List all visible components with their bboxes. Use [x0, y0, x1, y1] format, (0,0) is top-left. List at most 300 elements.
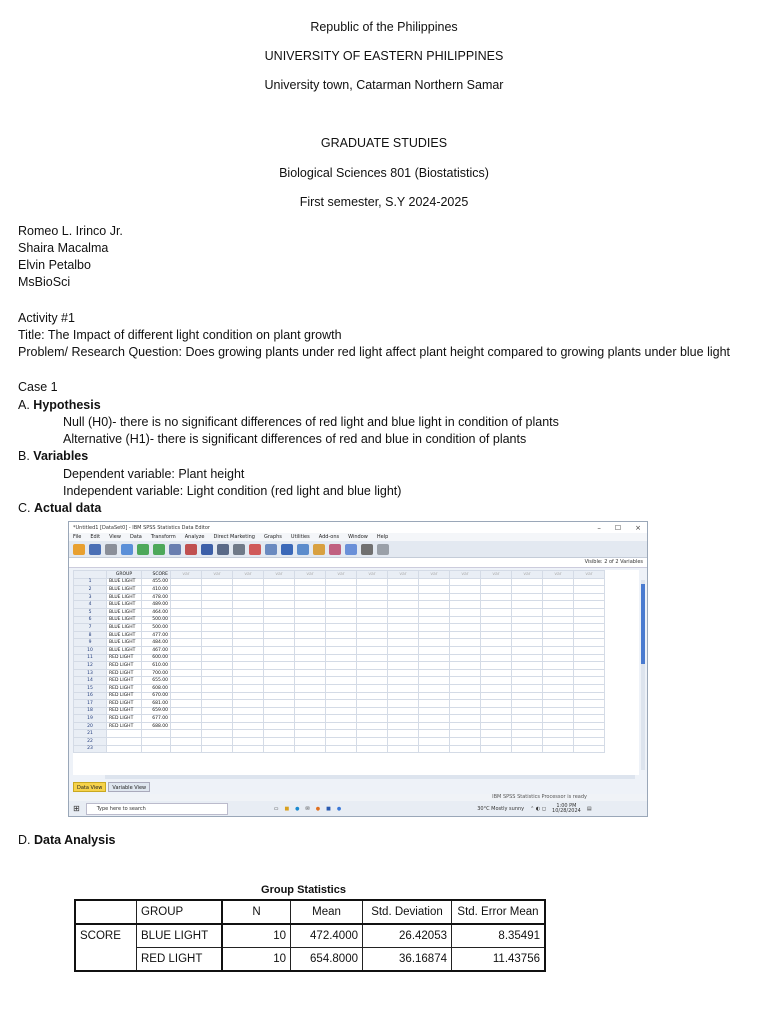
cell-empty[interactable] [264, 631, 295, 639]
row-number[interactable]: 21 [74, 730, 107, 738]
menu-help[interactable]: Help [376, 534, 389, 540]
cell-empty[interactable] [264, 684, 295, 692]
row-number[interactable]: 13 [74, 669, 107, 677]
row-number[interactable]: 20 [74, 722, 107, 730]
cell-group[interactable]: BLUE LIGHT [107, 586, 142, 594]
cell-empty[interactable] [543, 677, 574, 685]
cell-empty[interactable] [419, 624, 450, 632]
cell-empty[interactable] [543, 662, 574, 670]
cell-empty[interactable] [233, 662, 264, 670]
cell-empty[interactable] [419, 654, 450, 662]
cell-empty[interactable] [450, 608, 481, 616]
cell-empty[interactable] [419, 631, 450, 639]
cell-empty[interactable] [264, 601, 295, 609]
cell-empty[interactable] [388, 624, 419, 632]
cell-group[interactable]: RED LIGHT [107, 677, 142, 685]
cell-empty[interactable] [574, 684, 605, 692]
cell-score[interactable]: 610.00 [142, 662, 171, 670]
select-cases-icon[interactable] [313, 544, 325, 555]
cell-score[interactable]: 455.00 [142, 578, 171, 586]
cell-empty[interactable] [233, 646, 264, 654]
cell-score[interactable]: 467.00 [142, 646, 171, 654]
cell-empty[interactable] [388, 639, 419, 647]
tab-variable-view[interactable]: Variable View [108, 782, 150, 792]
cell-empty[interactable] [388, 578, 419, 586]
cell-empty[interactable] [543, 669, 574, 677]
cell-empty[interactable] [543, 745, 574, 753]
cell-empty[interactable] [450, 738, 481, 746]
cell-empty[interactable] [574, 616, 605, 624]
cell-group[interactable]: BLUE LIGHT [107, 601, 142, 609]
cell-empty[interactable] [388, 707, 419, 715]
cell-empty[interactable] [326, 631, 357, 639]
cell-empty[interactable] [295, 593, 326, 601]
cell-empty[interactable] [202, 624, 233, 632]
cell-empty[interactable] [450, 684, 481, 692]
cell-group[interactable]: RED LIGHT [107, 654, 142, 662]
cell-empty[interactable] [357, 593, 388, 601]
tab-data-view[interactable]: Data View [73, 782, 106, 792]
cell-empty[interactable] [450, 639, 481, 647]
cell-empty[interactable] [388, 730, 419, 738]
row-number[interactable]: 5 [74, 608, 107, 616]
cell-empty[interactable] [450, 715, 481, 723]
file-explorer-icon[interactable]: ■ [284, 805, 290, 812]
cell-empty[interactable] [574, 677, 605, 685]
cell-empty[interactable] [388, 722, 419, 730]
cell-empty[interactable] [388, 593, 419, 601]
windows-start-icon[interactable]: ⊞ [73, 804, 80, 813]
cell-empty[interactable] [512, 624, 543, 632]
cell-empty[interactable] [388, 684, 419, 692]
row-number[interactable]: 11 [74, 654, 107, 662]
cell-empty[interactable] [295, 616, 326, 624]
cell-empty[interactable] [481, 722, 512, 730]
column-header-var[interactable]: var [295, 571, 326, 579]
cell-empty[interactable] [419, 684, 450, 692]
cell-empty[interactable] [419, 692, 450, 700]
cell-empty[interactable] [419, 707, 450, 715]
cell-empty[interactable] [388, 601, 419, 609]
cell-empty[interactable] [481, 578, 512, 586]
cell-empty[interactable] [264, 730, 295, 738]
menu-direct-marketing[interactable]: Direct Marketing [213, 534, 255, 540]
cell-empty[interactable] [171, 692, 202, 700]
cell-empty[interactable] [171, 624, 202, 632]
cell-empty[interactable] [233, 624, 264, 632]
minimize-icon[interactable]: – [597, 523, 601, 532]
column-header-var[interactable]: var [574, 571, 605, 579]
cell-empty[interactable] [481, 700, 512, 708]
cell-empty[interactable] [512, 608, 543, 616]
cell-empty[interactable] [171, 654, 202, 662]
cell-empty[interactable] [512, 593, 543, 601]
cell-empty[interactable] [574, 692, 605, 700]
cell-empty[interactable] [419, 639, 450, 647]
cell-empty[interactable] [233, 593, 264, 601]
cell-empty[interactable] [357, 654, 388, 662]
menu-utilities[interactable]: Utilities [290, 534, 310, 540]
cell-empty[interactable] [202, 616, 233, 624]
notifications-icon[interactable]: ▤ [586, 805, 592, 812]
cell-empty[interactable] [326, 586, 357, 594]
cell-empty[interactable] [171, 700, 202, 708]
goto-variable-icon[interactable] [185, 544, 197, 555]
menu-add-ons[interactable]: Add-ons [318, 534, 340, 540]
cell-empty[interactable] [543, 730, 574, 738]
cell-empty[interactable] [233, 700, 264, 708]
cell-empty[interactable] [450, 692, 481, 700]
cell-empty[interactable] [233, 578, 264, 586]
cell-empty[interactable] [574, 738, 605, 746]
cell-empty[interactable] [233, 684, 264, 692]
cell-empty[interactable] [574, 662, 605, 670]
cell-empty[interactable] [512, 578, 543, 586]
cell-empty[interactable] [202, 677, 233, 685]
cell-empty[interactable] [326, 616, 357, 624]
cell-empty[interactable] [295, 745, 326, 753]
column-header-var[interactable]: var [419, 571, 450, 579]
weight-cases-icon[interactable] [297, 544, 309, 555]
cell-group[interactable]: RED LIGHT [107, 722, 142, 730]
cell-empty[interactable] [357, 662, 388, 670]
cell-empty[interactable] [450, 654, 481, 662]
horizontal-scrollbar[interactable] [105, 775, 635, 779]
insert-variable-icon[interactable] [265, 544, 277, 555]
column-header-var[interactable]: var [202, 571, 233, 579]
cell-empty[interactable] [357, 745, 388, 753]
cell-score[interactable] [142, 745, 171, 753]
cell-empty[interactable] [202, 738, 233, 746]
cell-empty[interactable] [574, 624, 605, 632]
cell-empty[interactable] [512, 646, 543, 654]
menu-view[interactable]: View [109, 534, 121, 540]
cell-empty[interactable] [357, 715, 388, 723]
cell-empty[interactable] [512, 586, 543, 594]
cell-empty[interactable] [574, 639, 605, 647]
cell-empty[interactable] [202, 669, 233, 677]
cell-empty[interactable] [419, 608, 450, 616]
cell-empty[interactable] [512, 669, 543, 677]
row-number[interactable]: 16 [74, 692, 107, 700]
cell-empty[interactable] [419, 578, 450, 586]
row-number[interactable]: 9 [74, 639, 107, 647]
cell-empty[interactable] [481, 684, 512, 692]
cell-empty[interactable] [388, 662, 419, 670]
cell-empty[interactable] [574, 669, 605, 677]
cell-empty[interactable] [171, 677, 202, 685]
cell-empty[interactable] [202, 578, 233, 586]
cell-empty[interactable] [326, 700, 357, 708]
cell-empty[interactable] [481, 601, 512, 609]
open-folder-icon[interactable] [73, 544, 85, 555]
cell-empty[interactable] [233, 677, 264, 685]
save-icon[interactable] [89, 544, 101, 555]
cell-empty[interactable] [233, 601, 264, 609]
cell-empty[interactable] [543, 593, 574, 601]
cell-empty[interactable] [171, 715, 202, 723]
cell-empty[interactable] [512, 707, 543, 715]
cell-group[interactable]: BLUE LIGHT [107, 578, 142, 586]
cell-empty[interactable] [543, 608, 574, 616]
cell-empty[interactable] [543, 578, 574, 586]
menu-window[interactable]: Window [348, 534, 368, 540]
menu-transform[interactable]: Transform [150, 534, 176, 540]
cell-empty[interactable] [202, 745, 233, 753]
insert-cases-icon[interactable] [249, 544, 261, 555]
row-number[interactable]: 17 [74, 700, 107, 708]
cell-empty[interactable] [481, 654, 512, 662]
cell-empty[interactable] [450, 730, 481, 738]
cell-empty[interactable] [326, 722, 357, 730]
cell-empty[interactable] [481, 616, 512, 624]
cell-empty[interactable] [481, 624, 512, 632]
cell-empty[interactable] [419, 616, 450, 624]
cell-empty[interactable] [233, 715, 264, 723]
cell-empty[interactable] [419, 662, 450, 670]
system-tray-icons[interactable]: ⌃ ◐ ◻ [530, 805, 547, 812]
cell-empty[interactable] [326, 715, 357, 723]
column-header-var[interactable]: var [450, 571, 481, 579]
cell-empty[interactable] [295, 578, 326, 586]
cell-empty[interactable] [450, 745, 481, 753]
cell-empty[interactable] [388, 631, 419, 639]
cell-empty[interactable] [543, 684, 574, 692]
cell-empty[interactable] [326, 677, 357, 685]
cell-empty[interactable] [357, 601, 388, 609]
cell-empty[interactable] [326, 684, 357, 692]
cell-empty[interactable] [419, 715, 450, 723]
cell-empty[interactable] [171, 608, 202, 616]
cell-empty[interactable] [574, 745, 605, 753]
cell-empty[interactable] [481, 692, 512, 700]
cell-empty[interactable] [233, 586, 264, 594]
print-icon[interactable] [105, 544, 117, 555]
cell-empty[interactable] [419, 722, 450, 730]
cell-group[interactable]: RED LIGHT [107, 700, 142, 708]
cell-score[interactable]: 677.00 [142, 715, 171, 723]
undo-icon[interactable] [137, 544, 149, 555]
cell-empty[interactable] [512, 601, 543, 609]
cell-empty[interactable] [357, 578, 388, 586]
cell-empty[interactable] [295, 684, 326, 692]
cell-empty[interactable] [326, 601, 357, 609]
cell-empty[interactable] [388, 669, 419, 677]
cell-score[interactable]: 688.00 [142, 722, 171, 730]
cell-empty[interactable] [512, 722, 543, 730]
column-header-var[interactable]: var [326, 571, 357, 579]
cell-empty[interactable] [388, 692, 419, 700]
row-number[interactable]: 18 [74, 707, 107, 715]
cell-empty[interactable] [233, 692, 264, 700]
cell-empty[interactable] [450, 631, 481, 639]
cell-empty[interactable] [481, 707, 512, 715]
cell-empty[interactable] [512, 616, 543, 624]
cell-empty[interactable] [233, 639, 264, 647]
cell-score[interactable]: 464.00 [142, 608, 171, 616]
task-view-icon[interactable]: ▭ [273, 805, 279, 812]
cell-empty[interactable] [326, 624, 357, 632]
cell-empty[interactable] [295, 722, 326, 730]
cell-empty[interactable] [481, 677, 512, 685]
cell-empty[interactable] [357, 684, 388, 692]
row-number[interactable]: 6 [74, 616, 107, 624]
cell-empty[interactable] [543, 654, 574, 662]
cell-empty[interactable] [171, 586, 202, 594]
cell-empty[interactable] [202, 639, 233, 647]
cell-empty[interactable] [512, 654, 543, 662]
cell-empty[interactable] [450, 646, 481, 654]
cell-empty[interactable] [357, 586, 388, 594]
cell-group[interactable]: BLUE LIGHT [107, 646, 142, 654]
cell-empty[interactable] [202, 722, 233, 730]
cell-empty[interactable] [388, 616, 419, 624]
cell-empty[interactable] [233, 730, 264, 738]
cell-score[interactable]: 608.00 [142, 684, 171, 692]
chrome-icon[interactable]: ● [336, 805, 342, 812]
cell-group[interactable]: RED LIGHT [107, 684, 142, 692]
cell-empty[interactable] [512, 684, 543, 692]
cell-score[interactable]: 659.00 [142, 707, 171, 715]
cell-empty[interactable] [202, 646, 233, 654]
spss-app-icon[interactable]: ■ [326, 805, 331, 812]
cell-empty[interactable] [574, 646, 605, 654]
cell-empty[interactable] [388, 608, 419, 616]
cell-group[interactable]: RED LIGHT [107, 707, 142, 715]
cell-empty[interactable] [264, 662, 295, 670]
cell-score[interactable]: 484.00 [142, 639, 171, 647]
cell-empty[interactable] [388, 715, 419, 723]
cell-empty[interactable] [512, 745, 543, 753]
cell-empty[interactable] [264, 692, 295, 700]
cell-empty[interactable] [481, 593, 512, 601]
cell-empty[interactable] [388, 738, 419, 746]
cell-empty[interactable] [512, 715, 543, 723]
cell-group[interactable]: RED LIGHT [107, 662, 142, 670]
cell-empty[interactable] [450, 601, 481, 609]
cell-group[interactable]: RED LIGHT [107, 692, 142, 700]
cell-empty[interactable] [233, 616, 264, 624]
cell-empty[interactable] [357, 692, 388, 700]
cell-empty[interactable] [326, 745, 357, 753]
cell-empty[interactable] [171, 631, 202, 639]
cell-empty[interactable] [388, 745, 419, 753]
cell-empty[interactable] [450, 616, 481, 624]
cell-group[interactable]: RED LIGHT [107, 715, 142, 723]
value-labels-icon[interactable] [329, 544, 341, 555]
cell-empty[interactable] [388, 700, 419, 708]
cell-group[interactable]: BLUE LIGHT [107, 631, 142, 639]
row-number[interactable]: 1 [74, 578, 107, 586]
cell-empty[interactable] [450, 677, 481, 685]
cell-empty[interactable] [295, 631, 326, 639]
cell-empty[interactable] [388, 654, 419, 662]
cell-empty[interactable] [202, 662, 233, 670]
goto-case-icon[interactable] [169, 544, 181, 555]
cell-empty[interactable] [171, 684, 202, 692]
cell-empty[interactable] [202, 608, 233, 616]
cell-empty[interactable] [574, 700, 605, 708]
cell-empty[interactable] [543, 722, 574, 730]
cell-empty[interactable] [264, 669, 295, 677]
maximize-icon[interactable]: ☐ [614, 523, 622, 532]
cell-empty[interactable] [264, 639, 295, 647]
row-number[interactable]: 2 [74, 586, 107, 594]
cell-empty[interactable] [450, 707, 481, 715]
cell-empty[interactable] [233, 738, 264, 746]
menu-graphs[interactable]: Graphs [263, 534, 282, 540]
cell-empty[interactable] [543, 639, 574, 647]
cell-empty[interactable] [419, 586, 450, 594]
cell-empty[interactable] [543, 624, 574, 632]
cell-group[interactable]: BLUE LIGHT [107, 624, 142, 632]
cell-empty[interactable] [264, 586, 295, 594]
cell-empty[interactable] [295, 730, 326, 738]
cell-empty[interactable] [574, 601, 605, 609]
cell-empty[interactable] [512, 677, 543, 685]
cell-empty[interactable] [450, 624, 481, 632]
cell-group[interactable]: BLUE LIGHT [107, 639, 142, 647]
cell-score[interactable]: 681.00 [142, 700, 171, 708]
cell-empty[interactable] [481, 745, 512, 753]
cell-empty[interactable] [326, 593, 357, 601]
cell-empty[interactable] [574, 593, 605, 601]
row-number[interactable]: 19 [74, 715, 107, 723]
cell-empty[interactable] [512, 738, 543, 746]
cell-empty[interactable] [419, 646, 450, 654]
cell-group[interactable] [107, 745, 142, 753]
cell-empty[interactable] [512, 662, 543, 670]
row-number[interactable]: 3 [74, 593, 107, 601]
cell-group[interactable]: BLUE LIGHT [107, 608, 142, 616]
cell-empty[interactable] [295, 669, 326, 677]
cell-empty[interactable] [326, 639, 357, 647]
cell-empty[interactable] [171, 722, 202, 730]
cell-empty[interactable] [481, 646, 512, 654]
cell-empty[interactable] [357, 631, 388, 639]
cell-empty[interactable] [326, 646, 357, 654]
cell-empty[interactable] [202, 715, 233, 723]
cell-empty[interactable] [574, 707, 605, 715]
cell-empty[interactable] [357, 738, 388, 746]
cell-empty[interactable] [574, 586, 605, 594]
cell-empty[interactable] [419, 700, 450, 708]
row-number[interactable]: 12 [74, 662, 107, 670]
cell-empty[interactable] [233, 669, 264, 677]
cell-empty[interactable] [171, 639, 202, 647]
cell-empty[interactable] [543, 738, 574, 746]
cell-empty[interactable] [295, 601, 326, 609]
cell-empty[interactable] [481, 631, 512, 639]
row-number[interactable]: 22 [74, 738, 107, 746]
cell-empty[interactable] [419, 730, 450, 738]
cell-empty[interactable] [264, 738, 295, 746]
taskbar-search-input[interactable]: Type here to search [86, 803, 228, 815]
column-header-var[interactable]: var [357, 571, 388, 579]
cell-empty[interactable] [481, 662, 512, 670]
column-header-var[interactable]: var [481, 571, 512, 579]
column-header-group[interactable]: GROUP [107, 571, 142, 579]
row-number[interactable]: 10 [74, 646, 107, 654]
cell-empty[interactable] [357, 722, 388, 730]
cell-empty[interactable] [481, 738, 512, 746]
cell-empty[interactable] [264, 707, 295, 715]
cell-empty[interactable] [481, 608, 512, 616]
variables-icon[interactable] [201, 544, 213, 555]
cell-empty[interactable] [233, 654, 264, 662]
use-sets-icon[interactable] [345, 544, 357, 555]
cell-empty[interactable] [295, 662, 326, 670]
